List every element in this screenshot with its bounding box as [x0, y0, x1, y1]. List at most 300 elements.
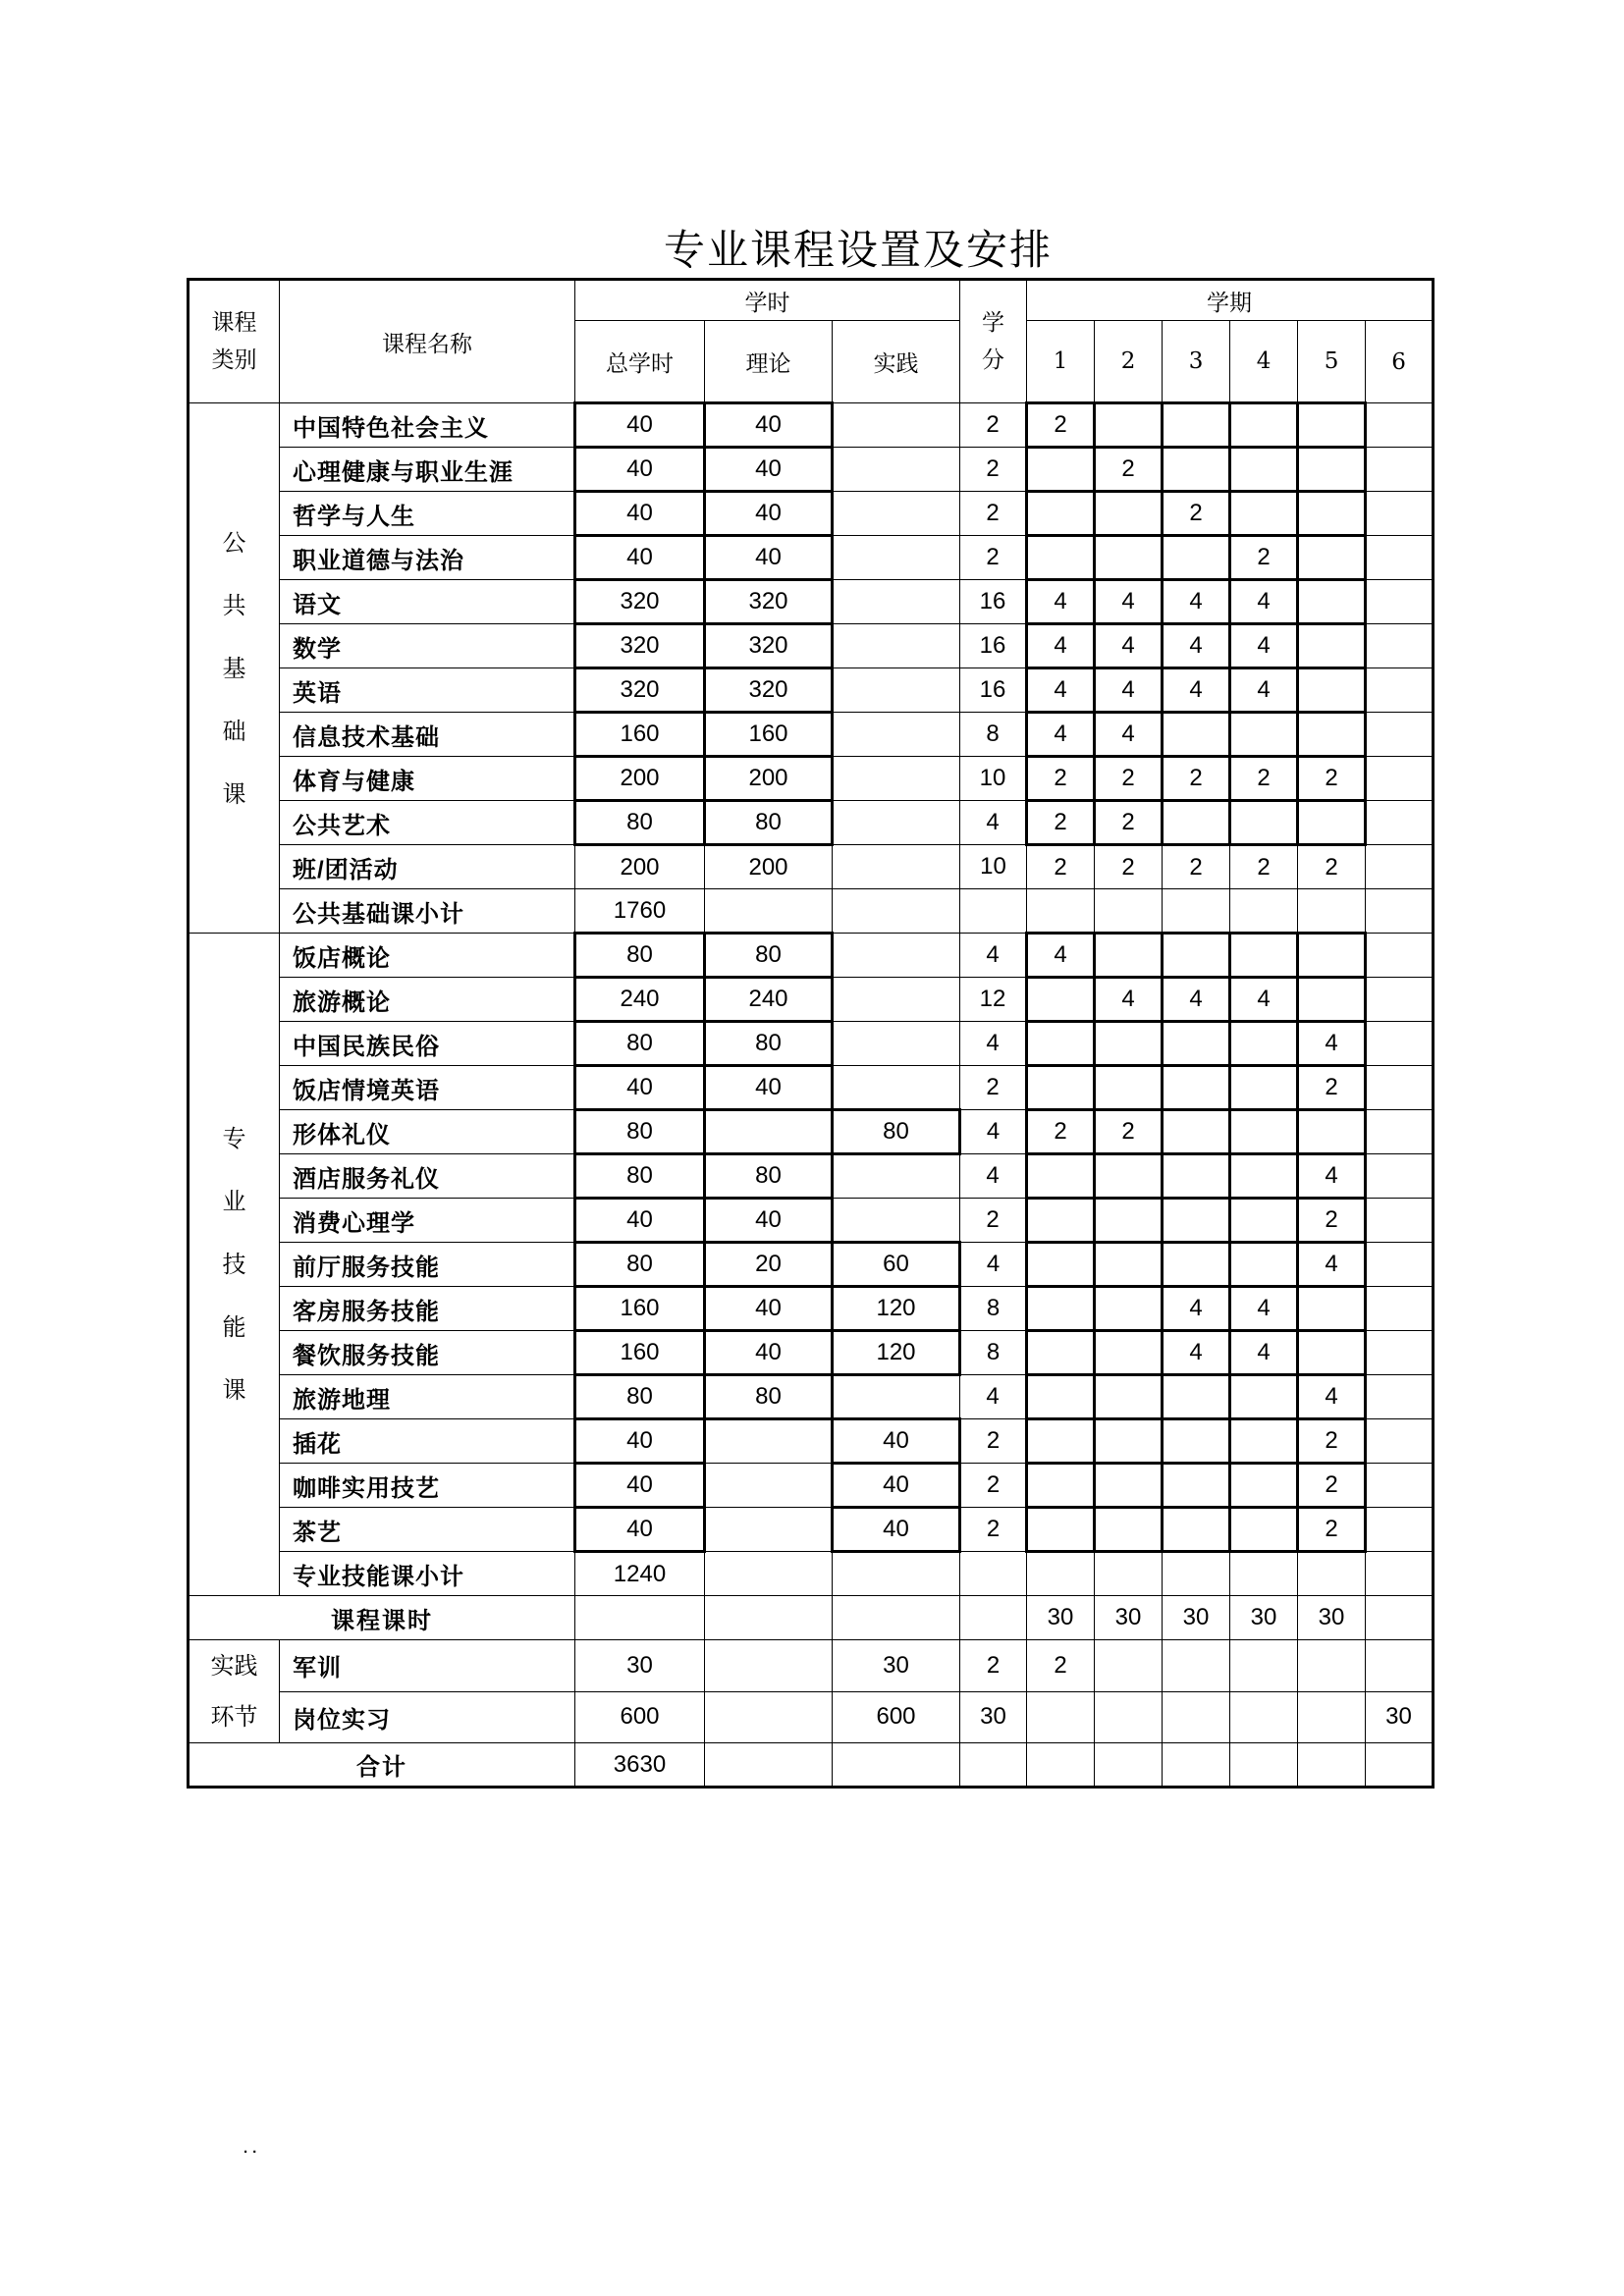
course-name-cell: 中国民族民俗 — [280, 1022, 575, 1066]
total-hours-cell: 320 — [575, 580, 705, 624]
semester-cell-5 — [1298, 713, 1366, 757]
semester-cell-4 — [1230, 713, 1298, 757]
practice-hours-cell — [833, 1596, 960, 1640]
semester-cell-3: 2 — [1163, 757, 1230, 801]
semester-cell-2 — [1095, 403, 1163, 448]
credits-cell: 4 — [960, 801, 1027, 845]
theory-hours-cell: 320 — [705, 668, 833, 713]
semester-cell-1: 2 — [1027, 801, 1095, 845]
course-row — [189, 1022, 1434, 1066]
semester-cell-1: 30 — [1027, 1596, 1095, 1640]
course-name-cell: 英语 — [280, 668, 575, 713]
total-hours-cell: 40 — [575, 1508, 705, 1552]
semester-cell-6 — [1366, 403, 1434, 448]
semester-cell-6: 30 — [1366, 1691, 1434, 1743]
practice-hours-cell — [833, 448, 960, 492]
subtotal-row — [189, 889, 1434, 934]
semester-cell-4 — [1230, 403, 1298, 448]
semester-cell-6 — [1366, 801, 1434, 845]
course-name-cell: 语文 — [280, 580, 575, 624]
practice-hours-cell — [833, 934, 960, 978]
header-total-hours: 总学时 — [575, 321, 705, 403]
semester-cell-6 — [1366, 1375, 1434, 1419]
total-hours-cell: 320 — [575, 624, 705, 668]
category-cell — [189, 1640, 280, 1743]
semester-cell-5: 2 — [1298, 1508, 1366, 1552]
semester-cell-1: 2 — [1027, 757, 1095, 801]
course-row — [189, 1419, 1434, 1464]
theory-hours-cell: 320 — [705, 580, 833, 624]
semester-cell-3 — [1163, 1110, 1230, 1154]
semester-cell-4 — [1230, 934, 1298, 978]
total-hours-cell: 80 — [575, 801, 705, 845]
weekly-hours-label-cell: 课程课时 — [189, 1596, 575, 1640]
semester-cell-6 — [1366, 1419, 1434, 1464]
credits-cell: 2 — [960, 536, 1027, 580]
semester-cell-5 — [1298, 536, 1366, 580]
category-label: 实践环节 — [210, 1652, 258, 1731]
semester-cell-1: 4 — [1027, 580, 1095, 624]
semester-cell-6 — [1366, 1508, 1434, 1552]
total-hours-cell: 40 — [575, 403, 705, 448]
semester-cell-3: 4 — [1163, 1331, 1230, 1375]
course-row — [189, 1640, 1434, 1692]
practice-hours-cell — [833, 536, 960, 580]
semester-cell-5 — [1298, 1743, 1366, 1788]
scan-artifact-dots: .. — [244, 2140, 262, 2157]
semester-cell-5: 4 — [1298, 1022, 1366, 1066]
semester-cell-5 — [1298, 978, 1366, 1022]
table-body — [189, 403, 1434, 1788]
semester-cell-2 — [1095, 536, 1163, 580]
semester-cell-5: 2 — [1298, 757, 1366, 801]
course-name-cell: 形体礼仪 — [280, 1110, 575, 1154]
course-row — [189, 1287, 1434, 1331]
semester-cell-4 — [1230, 1640, 1298, 1692]
credits-cell: 4 — [960, 1154, 1027, 1199]
semester-cell-6 — [1366, 580, 1434, 624]
course-row — [189, 1508, 1434, 1552]
semester-cell-6 — [1366, 1640, 1434, 1692]
semester-cell-3 — [1163, 1464, 1230, 1508]
semester-cell-2 — [1095, 1419, 1163, 1464]
header-semester-6: 6 — [1366, 321, 1434, 403]
total-hours-cell: 240 — [575, 978, 705, 1022]
practice-hours-cell — [833, 1154, 960, 1199]
semester-cell-3 — [1163, 889, 1230, 934]
credits-cell: 8 — [960, 1287, 1027, 1331]
credits-cell — [960, 889, 1027, 934]
total-hours-cell: 200 — [575, 757, 705, 801]
credits-cell: 30 — [960, 1691, 1027, 1743]
semester-cell-3 — [1163, 1066, 1230, 1110]
semester-cell-2 — [1095, 1022, 1163, 1066]
semester-cell-6 — [1366, 1464, 1434, 1508]
semester-cell-1: 4 — [1027, 668, 1095, 713]
course-row — [189, 1331, 1434, 1375]
semester-cell-1 — [1027, 1022, 1095, 1066]
header-category — [189, 280, 280, 403]
semester-cell-4 — [1230, 1419, 1298, 1464]
credits-cell: 4 — [960, 934, 1027, 978]
course-row — [189, 934, 1434, 978]
header-semester-2: 2 — [1095, 321, 1163, 403]
total-hours-cell: 160 — [575, 713, 705, 757]
semester-cell-3: 4 — [1163, 1287, 1230, 1331]
course-name-cell: 消费心理学 — [280, 1199, 575, 1243]
practice-hours-cell — [833, 845, 960, 889]
semester-cell-2 — [1095, 1199, 1163, 1243]
practice-hours-cell: 30 — [833, 1640, 960, 1692]
total-hours-cell: 3630 — [575, 1743, 705, 1788]
theory-hours-cell — [705, 1552, 833, 1596]
semester-cell-1 — [1027, 1743, 1095, 1788]
category-label: 公共基础课 — [222, 528, 246, 808]
semester-cell-5 — [1298, 668, 1366, 713]
header-row-1 — [189, 280, 1434, 321]
semester-cell-4 — [1230, 1743, 1298, 1788]
total-hours-cell: 1760 — [575, 889, 705, 934]
semester-cell-3 — [1163, 1375, 1230, 1419]
header-hours-group: 学时 — [575, 280, 960, 321]
course-name-cell: 插花 — [280, 1419, 575, 1464]
semester-cell-1: 2 — [1027, 1640, 1095, 1692]
semester-cell-4 — [1230, 1199, 1298, 1243]
semester-cell-5 — [1298, 492, 1366, 536]
semester-cell-4 — [1230, 1375, 1298, 1419]
course-name-cell: 旅游概论 — [280, 978, 575, 1022]
theory-hours-cell: 240 — [705, 978, 833, 1022]
semester-cell-4: 4 — [1230, 624, 1298, 668]
total-hours-cell: 600 — [575, 1691, 705, 1743]
practice-hours-cell — [833, 978, 960, 1022]
semester-cell-4 — [1230, 1508, 1298, 1552]
course-row — [189, 1199, 1434, 1243]
semester-cell-4 — [1230, 1022, 1298, 1066]
semester-cell-3: 2 — [1163, 845, 1230, 889]
theory-hours-cell: 80 — [705, 1022, 833, 1066]
semester-cell-1 — [1027, 889, 1095, 934]
practice-hours-cell: 60 — [833, 1243, 960, 1287]
practice-hours-cell — [833, 889, 960, 934]
semester-cell-5 — [1298, 934, 1366, 978]
semester-cell-3: 2 — [1163, 492, 1230, 536]
semester-cell-3 — [1163, 801, 1230, 845]
semester-cell-6 — [1366, 1552, 1434, 1596]
header-semester-1: 1 — [1027, 321, 1095, 403]
semester-cell-4 — [1230, 889, 1298, 934]
table-header — [189, 280, 1434, 403]
semester-cell-2 — [1095, 1640, 1163, 1692]
practice-hours-cell — [833, 668, 960, 713]
semester-cell-5 — [1298, 801, 1366, 845]
course-row — [189, 1243, 1434, 1287]
semester-cell-3 — [1163, 1199, 1230, 1243]
course-row — [189, 448, 1434, 492]
semester-cell-6 — [1366, 1243, 1434, 1287]
course-row — [189, 1110, 1434, 1154]
theory-hours-cell: 40 — [705, 1199, 833, 1243]
theory-hours-cell: 80 — [705, 1154, 833, 1199]
course-name-cell: 职业道德与法治 — [280, 536, 575, 580]
semester-cell-5: 2 — [1298, 845, 1366, 889]
semester-cell-1 — [1027, 1508, 1095, 1552]
total-hours-cell: 40 — [575, 1066, 705, 1110]
header-category-label: 课程类别 — [211, 310, 257, 373]
semester-cell-3: 4 — [1163, 668, 1230, 713]
total-hours-cell: 40 — [575, 1199, 705, 1243]
semester-cell-2: 2 — [1095, 845, 1163, 889]
semester-cell-6 — [1366, 1199, 1434, 1243]
semester-cell-1: 2 — [1027, 1110, 1095, 1154]
semester-cell-1 — [1027, 1199, 1095, 1243]
course-row — [189, 580, 1434, 624]
total-hours-cell: 40 — [575, 1464, 705, 1508]
semester-cell-4 — [1230, 1691, 1298, 1743]
theory-hours-cell: 20 — [705, 1243, 833, 1287]
semester-cell-1 — [1027, 978, 1095, 1022]
practice-hours-cell: 40 — [833, 1419, 960, 1464]
course-row — [189, 978, 1434, 1022]
course-row — [189, 757, 1434, 801]
practice-hours-cell — [833, 1066, 960, 1110]
theory-hours-cell: 320 — [705, 624, 833, 668]
course-name-cell: 中国特色社会主义 — [280, 403, 575, 448]
semester-cell-1 — [1027, 1691, 1095, 1743]
practice-hours-cell — [833, 624, 960, 668]
semester-cell-1 — [1027, 1464, 1095, 1508]
course-row — [189, 845, 1434, 889]
semester-cell-6 — [1366, 978, 1434, 1022]
semester-cell-1 — [1027, 448, 1095, 492]
practice-hours-cell: 40 — [833, 1464, 960, 1508]
credits-cell: 2 — [960, 1464, 1027, 1508]
semester-cell-2 — [1095, 1691, 1163, 1743]
semester-cell-2 — [1095, 1066, 1163, 1110]
course-name-cell: 客房服务技能 — [280, 1287, 575, 1331]
theory-hours-cell: 40 — [705, 536, 833, 580]
practice-hours-cell — [833, 757, 960, 801]
semester-cell-1 — [1027, 1331, 1095, 1375]
course-name-cell: 班/团活动 — [280, 845, 575, 889]
semester-cell-5 — [1298, 580, 1366, 624]
semester-cell-5: 2 — [1298, 1419, 1366, 1464]
semester-cell-5: 2 — [1298, 1066, 1366, 1110]
total-hours-cell: 160 — [575, 1331, 705, 1375]
category-label: 专业技能课 — [222, 1125, 246, 1404]
course-name-cell: 岗位实习 — [280, 1691, 575, 1743]
practice-hours-cell — [833, 492, 960, 536]
theory-hours-cell — [705, 1419, 833, 1464]
credits-cell: 2 — [960, 403, 1027, 448]
theory-hours-cell: 80 — [705, 934, 833, 978]
semester-cell-2: 4 — [1095, 668, 1163, 713]
theory-hours-cell — [705, 1743, 833, 1788]
semester-cell-4 — [1230, 801, 1298, 845]
credits-cell: 2 — [960, 1419, 1027, 1464]
semester-cell-2 — [1095, 934, 1163, 978]
course-row — [189, 801, 1434, 845]
total-hours-cell: 80 — [575, 1110, 705, 1154]
credits-cell: 12 — [960, 978, 1027, 1022]
course-row — [189, 536, 1434, 580]
theory-hours-cell: 200 — [705, 845, 833, 889]
semester-cell-1: 4 — [1027, 934, 1095, 978]
theory-hours-cell — [705, 1464, 833, 1508]
semester-cell-2: 2 — [1095, 801, 1163, 845]
semester-cell-3 — [1163, 1243, 1230, 1287]
course-name-cell: 公共艺术 — [280, 801, 575, 845]
practice-hours-cell — [833, 1022, 960, 1066]
semester-cell-4: 4 — [1230, 1287, 1298, 1331]
header-practice: 实践 — [833, 321, 960, 403]
credits-cell: 4 — [960, 1022, 1027, 1066]
theory-hours-cell — [705, 1508, 833, 1552]
semester-cell-5: 4 — [1298, 1243, 1366, 1287]
semester-cell-4: 4 — [1230, 1331, 1298, 1375]
semester-cell-6 — [1366, 492, 1434, 536]
total-hours-cell: 80 — [575, 934, 705, 978]
theory-hours-cell: 40 — [705, 1066, 833, 1110]
total-hours-cell: 40 — [575, 1419, 705, 1464]
total-hours-cell: 40 — [575, 492, 705, 536]
semester-cell-6 — [1366, 713, 1434, 757]
semester-cell-5: 2 — [1298, 1464, 1366, 1508]
semester-cell-1: 2 — [1027, 403, 1095, 448]
semester-cell-4: 2 — [1230, 757, 1298, 801]
course-name-cell: 哲学与人生 — [280, 492, 575, 536]
total-hours-cell: 80 — [575, 1022, 705, 1066]
semester-cell-6 — [1366, 668, 1434, 713]
weekly-hours-row — [189, 1596, 1434, 1640]
semester-cell-5: 4 — [1298, 1154, 1366, 1199]
theory-hours-cell — [705, 1640, 833, 1692]
practice-hours-cell: 120 — [833, 1331, 960, 1375]
header-credits-label: 学分 — [982, 310, 1005, 373]
course-name-cell: 前厅服务技能 — [280, 1243, 575, 1287]
semester-cell-2: 4 — [1095, 713, 1163, 757]
course-name-cell: 旅游地理 — [280, 1375, 575, 1419]
semester-cell-6 — [1366, 624, 1434, 668]
semester-cell-6 — [1366, 536, 1434, 580]
practice-hours-cell — [833, 1199, 960, 1243]
theory-hours-cell: 40 — [705, 492, 833, 536]
semester-cell-5: 30 — [1298, 1596, 1366, 1640]
semester-cell-5 — [1298, 1287, 1366, 1331]
total-hours-cell: 30 — [575, 1640, 705, 1692]
semester-cell-3 — [1163, 1508, 1230, 1552]
header-semester-group: 学期 — [1027, 280, 1434, 321]
semester-cell-2 — [1095, 1154, 1163, 1199]
credits-cell: 16 — [960, 624, 1027, 668]
semester-cell-5: 2 — [1298, 1199, 1366, 1243]
header-semester-5: 5 — [1298, 321, 1366, 403]
practice-hours-cell — [833, 1743, 960, 1788]
theory-hours-cell — [705, 889, 833, 934]
semester-cell-3 — [1163, 1552, 1230, 1596]
semester-cell-1 — [1027, 1375, 1095, 1419]
header-course-name: 课程名称 — [280, 280, 575, 403]
course-name-cell: 专业技能课小计 — [280, 1552, 575, 1596]
semester-cell-6 — [1366, 1066, 1434, 1110]
total-hours-cell: 320 — [575, 668, 705, 713]
semester-cell-6 — [1366, 1287, 1434, 1331]
semester-cell-1: 2 — [1027, 845, 1095, 889]
course-row — [189, 1464, 1434, 1508]
semester-cell-3 — [1163, 1691, 1230, 1743]
credits-cell: 2 — [960, 1199, 1027, 1243]
semester-cell-2 — [1095, 1552, 1163, 1596]
course-name-cell: 茶艺 — [280, 1508, 575, 1552]
header-semester-4: 4 — [1230, 321, 1298, 403]
header-credits — [960, 280, 1027, 403]
semester-cell-2: 4 — [1095, 978, 1163, 1022]
theory-hours-cell — [705, 1596, 833, 1640]
course-row — [189, 1066, 1434, 1110]
theory-hours-cell: 160 — [705, 713, 833, 757]
grand-total-label-cell: 合计 — [189, 1743, 575, 1788]
credits-cell: 16 — [960, 580, 1027, 624]
semester-cell-1: 4 — [1027, 624, 1095, 668]
semester-cell-6 — [1366, 1022, 1434, 1066]
semester-cell-3: 4 — [1163, 978, 1230, 1022]
header-semester-3: 3 — [1163, 321, 1230, 403]
semester-cell-6 — [1366, 448, 1434, 492]
practice-hours-cell: 80 — [833, 1110, 960, 1154]
total-hours-cell: 160 — [575, 1287, 705, 1331]
credits-cell: 2 — [960, 1508, 1027, 1552]
semester-cell-2 — [1095, 1243, 1163, 1287]
theory-hours-cell: 80 — [705, 1375, 833, 1419]
theory-hours-cell: 40 — [705, 1287, 833, 1331]
semester-cell-2 — [1095, 889, 1163, 934]
semester-cell-4 — [1230, 1552, 1298, 1596]
semester-cell-6 — [1366, 757, 1434, 801]
semester-cell-6 — [1366, 845, 1434, 889]
course-name-cell: 体育与健康 — [280, 757, 575, 801]
semester-cell-1: 4 — [1027, 713, 1095, 757]
semester-cell-3 — [1163, 934, 1230, 978]
semester-cell-6 — [1366, 1743, 1434, 1788]
semester-cell-2: 30 — [1095, 1596, 1163, 1640]
semester-cell-4: 2 — [1230, 845, 1298, 889]
semester-cell-4 — [1230, 1110, 1298, 1154]
course-name-cell: 心理健康与职业生涯 — [280, 448, 575, 492]
semester-cell-3: 30 — [1163, 1596, 1230, 1640]
practice-hours-cell: 600 — [833, 1691, 960, 1743]
practice-hours-cell — [833, 1375, 960, 1419]
course-row — [189, 1375, 1434, 1419]
semester-cell-4 — [1230, 1154, 1298, 1199]
semester-cell-5: 4 — [1298, 1375, 1366, 1419]
course-name-cell: 咖啡实用技艺 — [280, 1464, 575, 1508]
theory-hours-cell: 40 — [705, 403, 833, 448]
page-title: 专业课程设置及安排 — [663, 226, 1053, 274]
theory-hours-cell: 40 — [705, 448, 833, 492]
semester-cell-2 — [1095, 1464, 1163, 1508]
semester-cell-3 — [1163, 448, 1230, 492]
course-row — [189, 492, 1434, 536]
semester-cell-6 — [1366, 934, 1434, 978]
course-row — [189, 713, 1434, 757]
semester-cell-6 — [1366, 889, 1434, 934]
course-name-cell: 酒店服务礼仪 — [280, 1154, 575, 1199]
semester-cell-3 — [1163, 713, 1230, 757]
credits-cell — [960, 1743, 1027, 1788]
semester-cell-4: 4 — [1230, 668, 1298, 713]
credits-cell: 4 — [960, 1375, 1027, 1419]
semester-cell-5 — [1298, 403, 1366, 448]
